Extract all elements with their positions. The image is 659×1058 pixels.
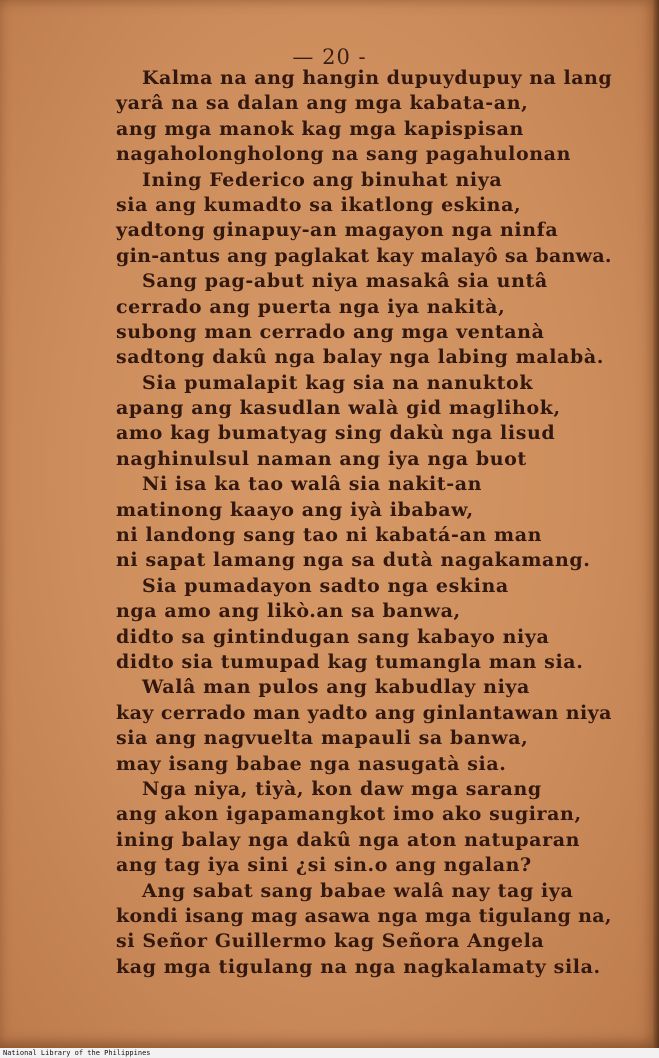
text-line: didto sia tumupad kag tumangla man sia. — [116, 650, 584, 673]
text-line: may isang babae nga nasugatà sia. — [116, 752, 507, 775]
text-line: sadtong dakû nga balay nga labing malabà. — [116, 346, 604, 369]
text-line: subong man cerrado ang mga ventanà — [116, 320, 545, 343]
text-line: sia ang kumadto sa ikatlong eskina, — [116, 193, 522, 216]
text-line: Ni isa ka tao walâ sia nakit-an — [142, 473, 483, 496]
page-edge-shadow — [653, 0, 659, 1048]
text-line: nagaholongholong na sang pagahulonan — [116, 143, 572, 166]
text-line: ang akon igapamangkot imo ako sugiran, — [116, 803, 582, 826]
poem-text-block — [116, 66, 614, 980]
text-line: ni landong sang tao ni kabatá-an man — [116, 524, 543, 547]
text-line: Nga niya, tiyà, kon daw mga sarang — [142, 777, 542, 800]
text-line: nga amo ang likò.an sa banwa, — [116, 600, 461, 623]
text-line: cerrado ang puerta nga iya nakità, — [116, 295, 506, 318]
text-line: sia ang nagvuelta mapauli sa banwa, — [116, 727, 529, 750]
text-line: Sia pumalapit kag sia na nanuktok — [142, 371, 534, 394]
text-line: Ang sabat sang babae walâ nay tag iya — [142, 879, 574, 902]
text-line: Ining Federico ang binuhat niya — [142, 168, 503, 191]
text-line: matinong kaayo ang iyà ibabaw, — [116, 498, 474, 521]
text-line: amo kag bumatyag sing dakù nga lisud — [116, 422, 556, 445]
text-line: yarâ na sa dalan ang mga kabata-an, — [116, 92, 529, 115]
text-line: ang tag iya sini ¿si sin.o ang ngalan? — [116, 854, 532, 877]
text-line: kondi isang mag asawa nga mga tigulang na, — [116, 904, 612, 927]
text-line: Sia pumadayon sadto nga eskina — [142, 574, 509, 597]
text-line: Kalma na ang hangin dupuydupuy na lang — [142, 67, 613, 89]
text-line: ining balay nga dakû nga aton natuparan — [116, 828, 581, 851]
text-line: ni sapat lamang nga sa dutà nagakamang. — [116, 549, 591, 572]
text-line: apang ang kasudlan walà gid maglihok, — [116, 397, 561, 420]
text-line: ang mga manok kag mga kapispisan — [116, 117, 524, 140]
text-line: naghinulsul naman ang iya nga buot — [116, 447, 527, 470]
text-line: didto sa gintindugan sang kabayo niya — [116, 625, 550, 648]
text-line: Sang pag-abut niya masakâ sia untâ — [142, 270, 548, 293]
text-line: gin-antus ang paglakat kay malayô sa banwa. — [116, 244, 612, 267]
text-line: si Señor Guillermo kag Señora Angela — [116, 930, 545, 953]
text-line: yadtong ginapuy-an magayon nga ninfa — [116, 219, 559, 242]
library-credit: National Library of the Philippines — [0, 1048, 659, 1058]
text-line: Walâ man pulos ang kabudlay niya — [142, 676, 530, 699]
text-line: kay cerrado man yadto ang ginlantawan niya — [116, 701, 612, 724]
page-number: — 20 - — [292, 45, 367, 69]
text-line: kag mga tigulang na nga nagkalamaty sila. — [116, 955, 601, 978]
